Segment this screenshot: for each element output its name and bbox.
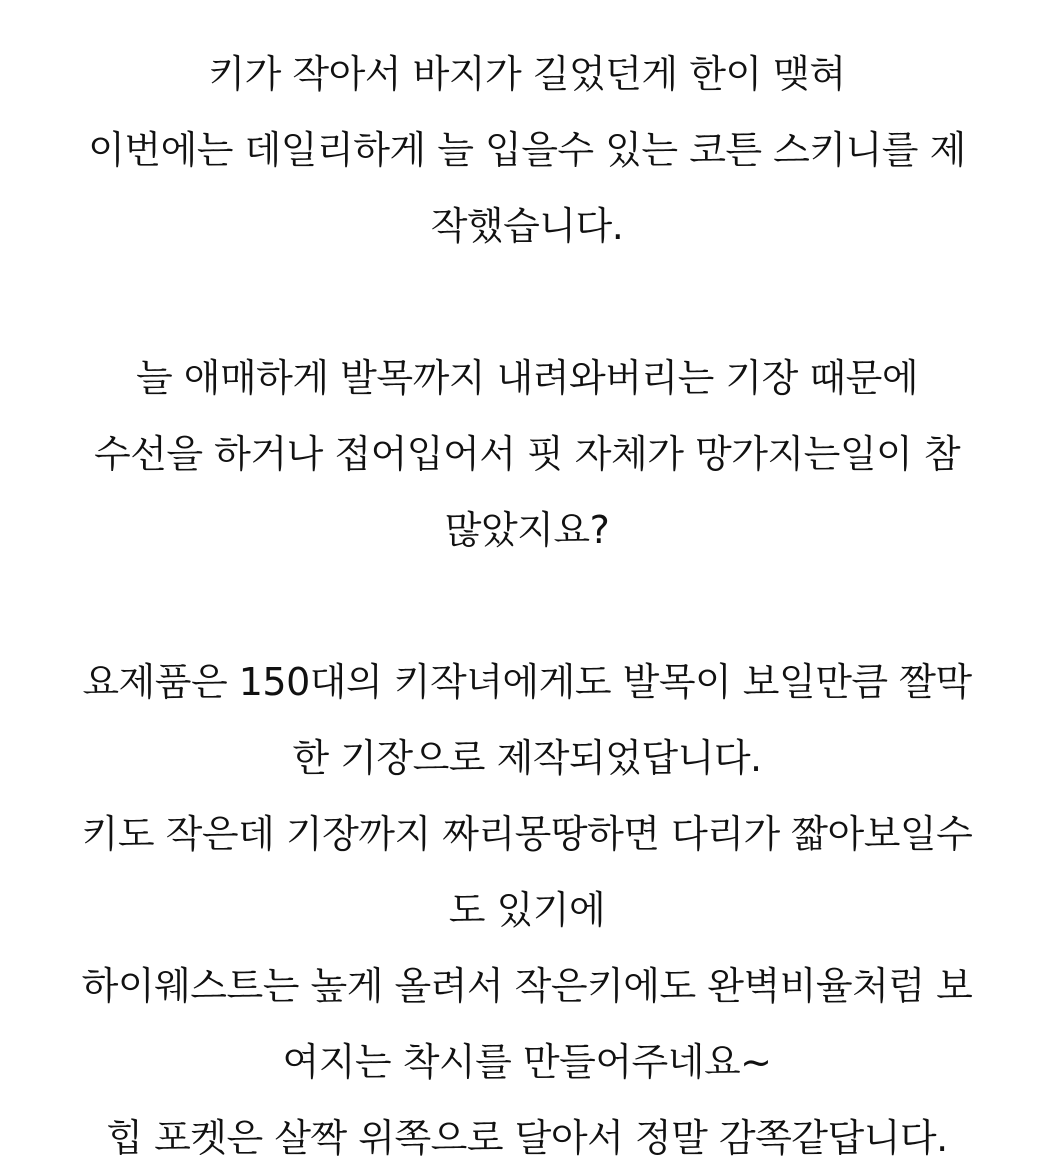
description-line: 요제품은 150대의 키작녀에게도 발목이 보일만큼 짤막 bbox=[82, 660, 972, 704]
description-line: 늘 애매하게 발목까지 내려와버리는 기장 때문에 bbox=[135, 356, 919, 400]
description-line: 도 있기에 bbox=[448, 888, 606, 932]
description-line: 하이웨스트는 높게 올려서 작은키에도 완벽비율처럼 보 bbox=[81, 964, 973, 1008]
paragraph-spacer bbox=[0, 568, 1054, 644]
description-line: 수선을 하거나 접어입어서 핏 자체가 망가지는일이 참 bbox=[93, 432, 961, 476]
clipped-top-line bbox=[0, 0, 1054, 36]
description-line: 힙 포켓은 살짝 위쪽으로 달아서 정말 감쪽같답니다. bbox=[106, 1116, 948, 1160]
description-line: 키가 작아서 바지가 길었던게 한이 맺혀 bbox=[208, 52, 846, 96]
description-line: 작했습니다. bbox=[430, 204, 624, 248]
description-line: 한 기장으로 제작되었답니다. bbox=[292, 736, 762, 780]
description-line: 여지는 착시를 만들어주네요~ bbox=[282, 1040, 772, 1084]
description-line: 키도 작은데 기장까지 짜리몽땅하면 다리가 짧아보일수 bbox=[81, 812, 973, 856]
description-line: 이번에는 데일리하게 늘 입을수 있는 코튼 스키니를 제 bbox=[88, 128, 966, 172]
description-line: 많았지요? bbox=[444, 508, 610, 552]
paragraph-spacer bbox=[0, 264, 1054, 340]
